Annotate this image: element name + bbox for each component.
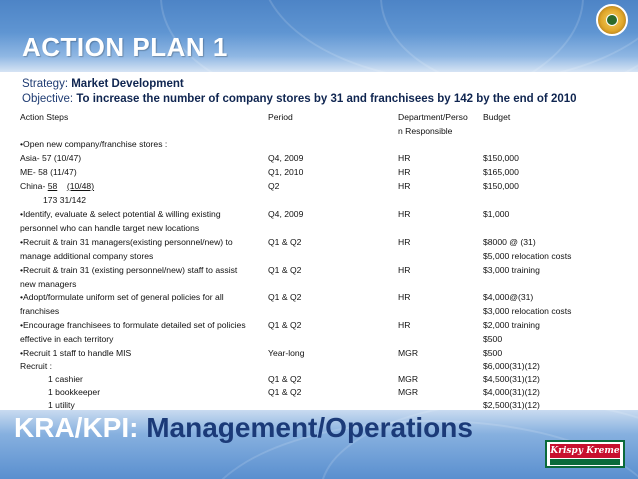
footer-title-part2: Management/Operations — [146, 412, 473, 443]
row-recruit-staff-period: Q1 & Q2 — [268, 265, 302, 275]
row-recruit-staff-dept: HR — [398, 265, 411, 275]
row-identify-dept: HR — [398, 209, 411, 219]
government-seal-logo — [596, 4, 628, 36]
row-mis-budget: $500 — [483, 348, 503, 358]
header-action-steps: Action Steps — [20, 112, 69, 122]
row-mis-period: Year-long — [268, 348, 305, 358]
row-encourage-budget2: $500 — [483, 334, 503, 344]
row-encourage-budget1: $2,000 training — [483, 320, 540, 330]
row-asia: Asia- 57 (10/47) — [20, 153, 82, 163]
footer-title-part1: KRA/KPI: — [14, 412, 147, 443]
row-utility-budget: $2,500(31)(12) — [483, 400, 540, 410]
strategy-line — [22, 78, 184, 90]
row-asia-dept: HR — [398, 153, 411, 163]
row-asia-budget: $150,000 — [483, 153, 519, 163]
row-bookkeeper-dept: MGR — [398, 387, 419, 397]
row-recruit-managers-line2: manage additional company stores — [20, 251, 154, 261]
row-encourage-line2: effective in each territory — [20, 334, 114, 344]
row-cashier-budget: $4,500(31)(12) — [483, 374, 540, 384]
row-me-dept: HR — [398, 167, 411, 177]
header-budget: Budget — [483, 112, 511, 122]
logo-doughnuts-strip — [550, 459, 620, 465]
row-recruit-staff-line2: new managers — [20, 279, 77, 289]
row-identify-line1: •Identify, evaluate & select potential & willing existing — [20, 209, 221, 219]
row-identify-line2: personnel who can handle target new locations — [20, 223, 200, 233]
row-china-count: 58 — [47, 181, 58, 191]
slide-title: ACTION PLAN 1 — [22, 32, 228, 62]
row-bookkeeper-period: Q1 & Q2 — [268, 387, 302, 397]
row-adopt-line2: franchises — [20, 306, 60, 316]
row-me-budget: $165,000 — [483, 167, 519, 177]
row-asia-period: Q4, 2009 — [268, 153, 304, 163]
row-adopt-budget2: $3,000 relocation costs — [483, 306, 572, 316]
row-bookkeeper-budget: $4,000(31)(12) — [483, 387, 540, 397]
row-china-dept: HR — [398, 181, 411, 191]
row-recruit-managers-budget2: $5,000 relocation costs — [483, 251, 572, 261]
row-open-stores: •Open new company/franchise stores : — [20, 139, 168, 149]
row-adopt-line1: •Adopt/formulate uniform set of general policies for all — [20, 292, 224, 302]
row-recruit: Recruit : — [20, 361, 52, 371]
strategy-label: Strategy: — [22, 78, 72, 90]
objective-label: Objective: — [22, 93, 77, 105]
row-recruit-managers-dept: HR — [398, 237, 411, 247]
row-adopt-budget1: $4,000@(31) — [483, 292, 534, 302]
row-mis: •Recruit 1 staff to handle MIS — [20, 348, 132, 358]
row-cashier-dept: MGR — [398, 374, 419, 384]
row-me: ME- 58 (11/47) — [20, 167, 77, 177]
header-department-line1: Department/Perso — [398, 112, 468, 122]
krispy-kreme-wordmark: Krispy Kreme — [550, 446, 620, 456]
krispy-kreme-logo — [545, 440, 625, 468]
row-cashier-period: Q1 & Q2 — [268, 374, 302, 384]
objective-value: To increase the number of company stores by 31 and franchisees by 142 by the end of 2010 — [76, 93, 577, 105]
row-recruit-staff-budget: $3,000 training — [483, 265, 540, 275]
row-cashier: 1 cashier — [48, 374, 83, 384]
row-totals: 173 31/142 — [43, 195, 87, 205]
row-recruit-budget: $6,000(31)(12) — [483, 361, 540, 371]
row-recruit-staff-line1: •Recruit & train 31 (existing personnel/new) staff to assist — [20, 265, 238, 275]
row-encourage-period: Q1 & Q2 — [268, 320, 302, 330]
row-china-ratio: (10/48) — [66, 181, 95, 191]
row-china-budget: $150,000 — [483, 181, 519, 191]
row-identify-budget: $1,000 — [483, 209, 510, 219]
row-encourage-line1: •Encourage franchisees to formulate detailed set of policies — [20, 320, 246, 330]
header-period: Period — [268, 112, 293, 122]
footer-title — [14, 412, 473, 444]
row-china — [20, 180, 94, 192]
row-recruit-managers-line1: •Recruit & train 31 managers(existing personnel/new) to — [20, 237, 233, 247]
row-identify-period: Q4, 2009 — [268, 209, 304, 219]
strategy-value: Market Development — [71, 78, 184, 90]
row-bookkeeper: 1 bookkeeper — [48, 387, 101, 397]
row-china-prefix: China- — [20, 181, 48, 191]
header-department-line2: n Responsible — [398, 126, 453, 136]
row-recruit-managers-period: Q1 & Q2 — [268, 237, 302, 247]
row-adopt-period: Q1 & Q2 — [268, 292, 302, 302]
row-utility: 1 utility — [48, 400, 75, 410]
row-me-period: Q1, 2010 — [268, 167, 304, 177]
row-recruit-managers-budget1: $8000 @ (31) — [483, 237, 536, 247]
row-encourage-dept: HR — [398, 320, 411, 330]
row-china-period: Q2 — [268, 181, 280, 191]
row-adopt-dept: HR — [398, 292, 411, 302]
objective-line — [22, 93, 577, 105]
row-mis-dept: MGR — [398, 348, 419, 358]
